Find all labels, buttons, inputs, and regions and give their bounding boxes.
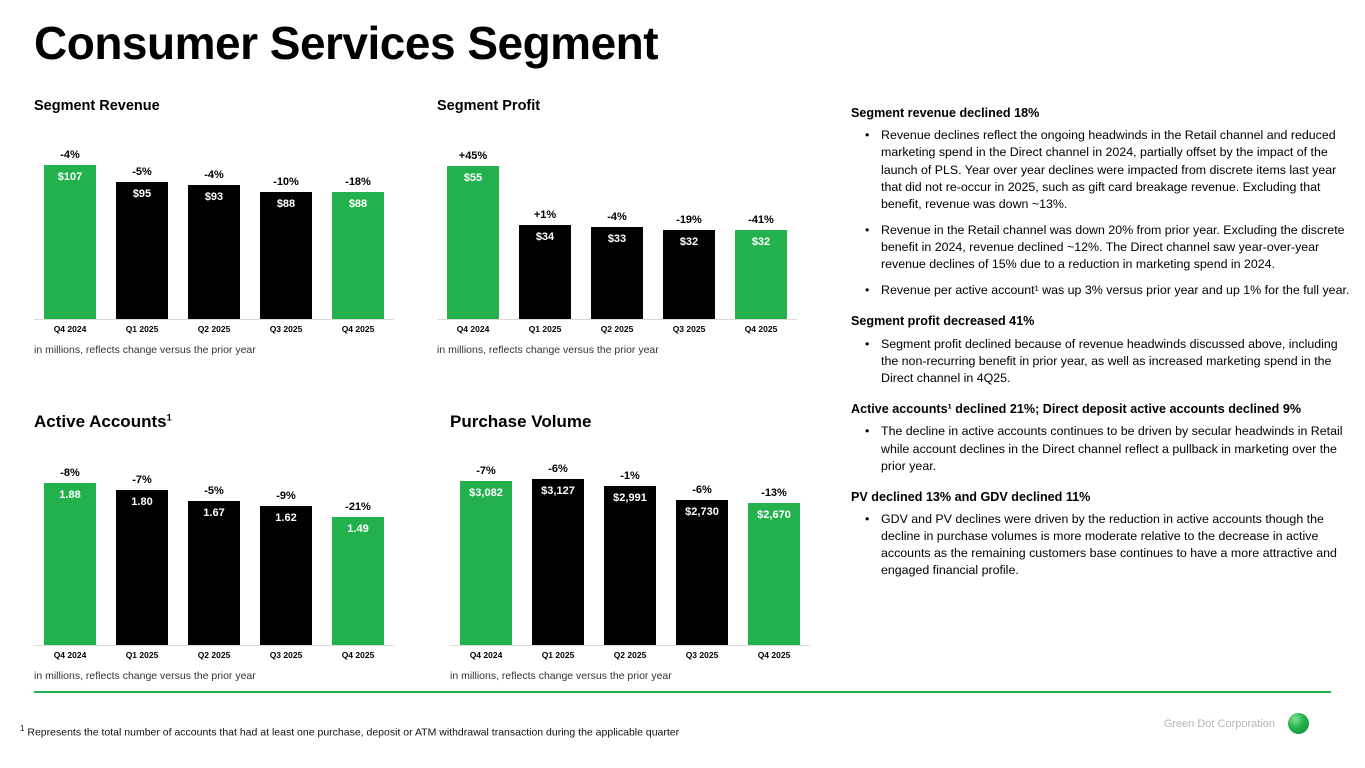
chart-axis-note: in millions, reflects change versus the prior year [450, 670, 672, 682]
bar-delta-label: -4% [607, 211, 627, 223]
bar-column [522, 438, 594, 646]
bar-delta-label: -19% [676, 214, 702, 226]
axis-line [450, 645, 810, 646]
axis-line [437, 319, 797, 320]
bar[interactable] [735, 230, 787, 320]
bar-wrapper [34, 483, 106, 646]
bar-value-label: $2,991 [613, 492, 647, 504]
bar-delta-label: -1% [620, 470, 640, 482]
commentary-group [851, 105, 1351, 299]
commentary-bullet-list [851, 423, 1351, 474]
bar-column [34, 120, 106, 320]
bar[interactable] [332, 517, 384, 646]
bar-wrapper [106, 490, 178, 646]
bar-value-label: $3,127 [541, 485, 575, 497]
category-labels [450, 650, 810, 660]
category-label: Q3 2025 [269, 650, 303, 660]
bar-column [725, 120, 797, 320]
bar-value-label: 1.88 [59, 489, 81, 501]
commentary-bullet: • GDV and PV declines were driven by the reduction in active accounts though the decline in purchase volumes is more moderate relative to the decrease in active accounts as the remaining customers base continues to have a more attractive and engaged financial profile. [851, 511, 1351, 579]
bar[interactable] [116, 490, 168, 646]
bar-wrapper [322, 192, 394, 320]
bar-value-label: $55 [463, 172, 483, 184]
bar[interactable] [663, 230, 715, 320]
bar[interactable] [591, 227, 643, 320]
category-label: Q3 2025 [685, 650, 719, 660]
bar-delta-label: +1% [533, 209, 557, 221]
plot-area [34, 120, 394, 320]
bar-column [594, 438, 666, 646]
bar[interactable] [532, 479, 584, 646]
chart-title [450, 412, 810, 432]
bar-delta-label: -21% [345, 501, 371, 513]
bar-delta-label: -9% [276, 490, 296, 502]
bar-value-label: $2,670 [757, 509, 791, 521]
chart-title-text: Segment Revenue [34, 98, 160, 114]
commentary-bullet-list [851, 336, 1351, 387]
axis-line [34, 319, 394, 320]
commentary-bullet-list [851, 511, 1351, 579]
chart-purchase-volume [450, 412, 810, 682]
category-label: Q1 2025 [541, 650, 575, 660]
bar[interactable] [676, 500, 728, 646]
category-label: Q1 2025 [528, 324, 562, 334]
bar-column [653, 120, 725, 320]
bar-wrapper [322, 517, 394, 646]
category-label: Q2 2025 [197, 324, 231, 334]
bar-delta-label: -13% [761, 487, 787, 499]
bar-wrapper [450, 481, 522, 646]
bars-container [450, 438, 810, 646]
commentary-heading: Segment revenue declined 18% [851, 106, 1040, 120]
chart-segment-profit [437, 98, 797, 356]
category-labels [437, 324, 797, 334]
slide-footnote [20, 724, 679, 739]
bar-wrapper [509, 225, 581, 320]
chart-segment-revenue [34, 98, 394, 356]
category-label: Q4 2024 [469, 650, 503, 660]
bar-wrapper [725, 230, 797, 320]
bar-delta-label: -5% [132, 166, 152, 178]
bar-wrapper [437, 166, 509, 320]
chart-title-text: Purchase Volume [450, 412, 592, 431]
bar-value-label: $95 [132, 188, 152, 200]
bars-container [34, 120, 394, 320]
category-label: Q4 2024 [53, 650, 87, 660]
bar[interactable] [260, 192, 312, 320]
category-label: Q4 2024 [53, 324, 87, 334]
chart-title-text: Active Accounts [34, 412, 167, 431]
bar-value-label: $2,730 [685, 506, 719, 518]
bar-column [509, 120, 581, 320]
bar-column [322, 438, 394, 646]
bar-delta-label: -7% [132, 474, 152, 486]
bar-value-label: $88 [276, 198, 296, 210]
category-label: Q2 2025 [613, 650, 647, 660]
bar-wrapper [594, 486, 666, 646]
bar[interactable] [604, 486, 656, 646]
bar-wrapper [250, 506, 322, 646]
bar[interactable] [260, 506, 312, 646]
bar-delta-label: -7% [476, 465, 496, 477]
axis-line [34, 645, 394, 646]
bar-value-label: 1.80 [131, 496, 153, 508]
bar-column [106, 120, 178, 320]
category-label: Q2 2025 [197, 650, 231, 660]
commentary-group [851, 313, 1351, 387]
bar[interactable] [188, 501, 240, 646]
commentary-heading: Active accounts¹ declined 21%; Direct deposit active accounts declined 9% [851, 402, 1302, 417]
bar-wrapper [653, 230, 725, 320]
bar-column [322, 120, 394, 320]
bar-column [250, 120, 322, 320]
bar-value-label: 1.67 [203, 507, 225, 519]
bar-column [34, 438, 106, 646]
commentary-group [851, 489, 1351, 580]
green-dot-logo-icon [1288, 713, 1309, 734]
bar[interactable] [116, 182, 168, 320]
chart-title-superscript: 1 [166, 412, 172, 423]
footnote-marker: 1 [20, 724, 25, 733]
bar[interactable] [748, 503, 800, 646]
bar-wrapper [581, 227, 653, 320]
bar-column [178, 438, 250, 646]
bar-delta-label: -18% [345, 176, 371, 188]
chart-axis-note: in millions, reflects change versus the prior year [34, 344, 256, 356]
bar-column [581, 120, 653, 320]
bar-column [738, 438, 810, 646]
bar-delta-label: -6% [692, 484, 712, 496]
chart-title [437, 98, 797, 114]
bar-value-label: $93 [204, 191, 224, 203]
bar-wrapper [34, 165, 106, 320]
bar-column [250, 438, 322, 646]
footer-divider [34, 691, 1331, 693]
bar[interactable] [188, 185, 240, 320]
bar[interactable] [44, 165, 96, 320]
bar-delta-label: -41% [748, 214, 774, 226]
commentary-bullet: • Revenue in the Retail channel was down 20% from prior year. Excluding the discrete benefit in 2024, revenue declined ~12%. The Direct channel saw year-over-year revenue declines of 15% due to a reduction in marketing spend in 2024. [851, 222, 1351, 273]
commentary-bullet: • Revenue per active account¹ was up 3% versus prior year and up 1% for the full year. [851, 282, 1351, 299]
bar[interactable] [447, 166, 499, 320]
bar-delta-label: -8% [60, 467, 80, 479]
chart-title [34, 412, 394, 432]
bar-wrapper [178, 501, 250, 646]
bar-value-label: $107 [57, 171, 83, 183]
category-label: Q4 2025 [757, 650, 791, 660]
bar-delta-label: +45% [458, 150, 488, 162]
plot-area [437, 120, 797, 320]
commentary-bullet: • Segment profit declined because of revenue headwinds discussed above, including the non-recurring benefit in prior year, as well as increased marketing spend in the Direct channel in 4Q25. [851, 336, 1351, 387]
bar-value-label: 1.62 [275, 512, 297, 524]
bar-wrapper [106, 182, 178, 320]
category-label: Q1 2025 [125, 650, 159, 660]
commentary-bullet-list [851, 127, 1351, 299]
page-title: Consumer Services Segment [34, 17, 659, 69]
bar-value-label: $34 [535, 231, 555, 243]
commentary-bullet: • The decline in active accounts continues to be driven by secular headwinds in Retail while account declines in the Direct channel reflect a pullback in marketing over the prior year. [851, 423, 1351, 474]
category-label: Q2 2025 [600, 324, 634, 334]
bar-value-label: 1.49 [347, 523, 369, 535]
bars-container [34, 438, 394, 646]
bar-column [437, 120, 509, 320]
bar-value-label: $32 [679, 236, 699, 248]
chart-axis-note: in millions, reflects change versus the prior year [437, 344, 659, 356]
bar-delta-label: -4% [204, 169, 224, 181]
bar-wrapper [178, 185, 250, 320]
bar[interactable] [332, 192, 384, 320]
chart-active-accounts [34, 412, 394, 682]
bar[interactable] [519, 225, 571, 320]
category-label: Q1 2025 [125, 324, 159, 334]
bar-delta-label: -4% [60, 149, 80, 161]
bar-wrapper [738, 503, 810, 646]
chart-axis-note: in millions, reflects change versus the prior year [34, 670, 256, 682]
commentary-heading: PV declined 13% and GDV declined 11% [851, 489, 1091, 504]
commentary-group [851, 401, 1351, 475]
bar-wrapper [522, 479, 594, 646]
bar-delta-label: -6% [548, 463, 568, 475]
bar-value-label: $88 [348, 198, 368, 210]
bar-column [178, 120, 250, 320]
bar[interactable] [460, 481, 512, 646]
category-label: Q4 2025 [341, 324, 375, 334]
chart-title [34, 98, 394, 114]
bars-container [437, 120, 797, 320]
bar-column [666, 438, 738, 646]
commentary-heading: Segment profit decreased 41% [851, 314, 1035, 329]
commentary-panel [851, 105, 1351, 594]
bar[interactable] [44, 483, 96, 646]
category-labels [34, 324, 394, 334]
category-label: Q4 2024 [456, 324, 490, 334]
bar-value-label: $32 [751, 236, 771, 248]
category-label: Q4 2025 [744, 324, 778, 334]
bar-column [106, 438, 178, 646]
bar-delta-label: -10% [273, 176, 299, 188]
brand-name: Green Dot Corporation [1163, 718, 1275, 730]
bar-value-label: $3,082 [469, 487, 503, 499]
bar-column [450, 438, 522, 646]
bar-delta-label: -5% [204, 485, 224, 497]
footnote-text: Represents the total number of accounts that had at least one purchase, deposit or ATM withdrawal transaction during the applicable quarter [27, 726, 680, 739]
category-label: Q3 2025 [672, 324, 706, 334]
category-label: Q3 2025 [269, 324, 303, 334]
category-label: Q4 2025 [341, 650, 375, 660]
commentary-bullet: • Revenue declines reflect the ongoing headwinds in the Retail channel and reduced marketing spend in the Direct channel in 2024, partially offset by the impact of the launch of PLS. Year over year declines were impacted from discrete items last year that did not re-occur in 2025, such as gift card breakage revenue. Excluding that benefit, revenue was down ~13%. [851, 127, 1351, 213]
bar-wrapper [666, 500, 738, 646]
category-labels [34, 650, 394, 660]
bar-wrapper [250, 192, 322, 320]
chart-title-text: Segment Profit [437, 98, 541, 114]
bar-value-label: $33 [607, 233, 627, 245]
plot-area [450, 438, 810, 646]
plot-area [34, 438, 394, 646]
